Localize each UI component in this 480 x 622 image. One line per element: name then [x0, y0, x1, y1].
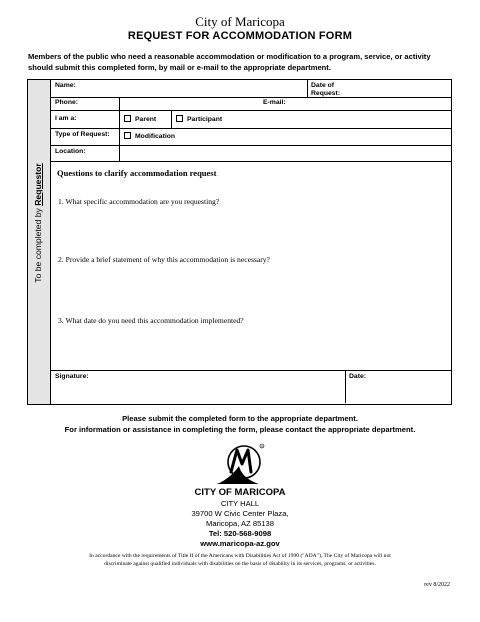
ada-notice [40, 552, 440, 568]
parent-label: Parent [135, 116, 157, 123]
contact-street: 39700 W Civic Center Plaza, [191, 509, 289, 518]
questions-heading: Questions to clarify accommodation request [57, 168, 217, 178]
contact-hall: CITY HALL [220, 499, 260, 508]
contact-city-name: CITY OF MARICOPA [194, 487, 286, 498]
phone-field[interactable] [121, 97, 261, 110]
side-label-prefix: To be completed by [33, 208, 43, 283]
participant-checkbox[interactable] [176, 115, 222, 123]
signature-row [51, 370, 451, 403]
answer-2-field[interactable] [56, 268, 446, 313]
divider [119, 145, 120, 161]
date-of-request-field[interactable] [351, 80, 451, 97]
side-label-panel [28, 80, 51, 404]
date-of-request-label-line-2: Request: [311, 90, 341, 97]
checkbox-icon [124, 132, 131, 139]
email-field[interactable] [296, 97, 451, 110]
modification-checkbox[interactable] [124, 132, 175, 140]
contact-web[interactable]: www.maricopa-az.gov [200, 539, 280, 548]
revision-label: rev 8/2022 [424, 582, 450, 588]
signature-field[interactable] [101, 370, 341, 403]
intro-text [28, 51, 460, 73]
i-am-a-label: I am a: [55, 115, 77, 122]
location-field[interactable] [121, 145, 451, 161]
modification-label: Modification [135, 133, 176, 140]
intro-line-2: should submit this completed form, by mail or e-mail to the appropriate department. [28, 63, 331, 72]
intro-line-1: Members of the public who need a reasonable accommodation or modification to a program, service, or activity [28, 52, 431, 61]
contact-block [0, 487, 480, 549]
divider [119, 97, 120, 110]
location-label: Location: [55, 148, 86, 155]
parent-checkbox[interactable] [124, 115, 156, 123]
question-2: 2. Provide a brief statement of why this accommodation is necessary? [58, 255, 270, 264]
ada-notice-line-1: In accordance with the requirements of Title II of the Americans with Disabilities Act of 1990 ("ADA"), The City of Maricopa will not [89, 553, 391, 559]
phone-label: Phone: [55, 99, 79, 106]
type-of-request-label: Type of Request: [55, 131, 110, 138]
form-title: REQUEST FOR ACCOMMODATION FORM [127, 30, 353, 42]
answer-1-field[interactable] [56, 210, 446, 250]
submit-line-1: Please submit the completed form to the appropriate department. [122, 414, 358, 423]
date-label: Date: [349, 373, 366, 380]
type-of-request-row [51, 128, 451, 146]
submit-line-2: For information or assistance in completing the form, please contact the appropriate department. [64, 425, 416, 434]
question-1: 1. What specific accommodation are you requesting? [58, 197, 220, 206]
divider [345, 370, 346, 403]
submit-instructions [0, 413, 480, 435]
checkbox-icon [124, 115, 131, 122]
checkbox-icon [176, 115, 183, 122]
city-title: City of Maricopa [195, 14, 285, 29]
signature-label: Signature: [55, 373, 89, 380]
ada-notice-line-2: discriminate against qualified individuals with disabilities on the basis of disability in its services, programs, or activities. [104, 561, 376, 567]
side-label-emphasis: Requestor [33, 163, 43, 206]
name-row [51, 80, 451, 98]
participant-label: Participant [187, 116, 223, 123]
name-label: Name: [55, 82, 76, 89]
i-am-a-row [51, 110, 451, 129]
side-label [33, 108, 43, 338]
phone-row [51, 97, 451, 111]
date-of-request-label [311, 82, 340, 98]
divider [119, 110, 120, 128]
divider [171, 110, 172, 128]
date-field[interactable] [371, 370, 451, 403]
email-label: E-mail: [263, 99, 286, 106]
divider [119, 128, 120, 145]
location-row [51, 145, 451, 162]
date-of-request-label-line-1: Date of [311, 82, 335, 89]
answer-3-field[interactable] [56, 329, 446, 367]
svg-text:R: R [261, 444, 264, 449]
contact-city-state: Maricopa, AZ 85138 [206, 519, 274, 528]
question-3: 3. What date do you need this accommodation implemented? [58, 316, 244, 325]
divider [307, 80, 308, 97]
contact-tel: Tel: 520-568-9098 [208, 529, 272, 538]
maricopa-m-logo-icon [211, 442, 267, 486]
name-field[interactable] [121, 80, 301, 97]
